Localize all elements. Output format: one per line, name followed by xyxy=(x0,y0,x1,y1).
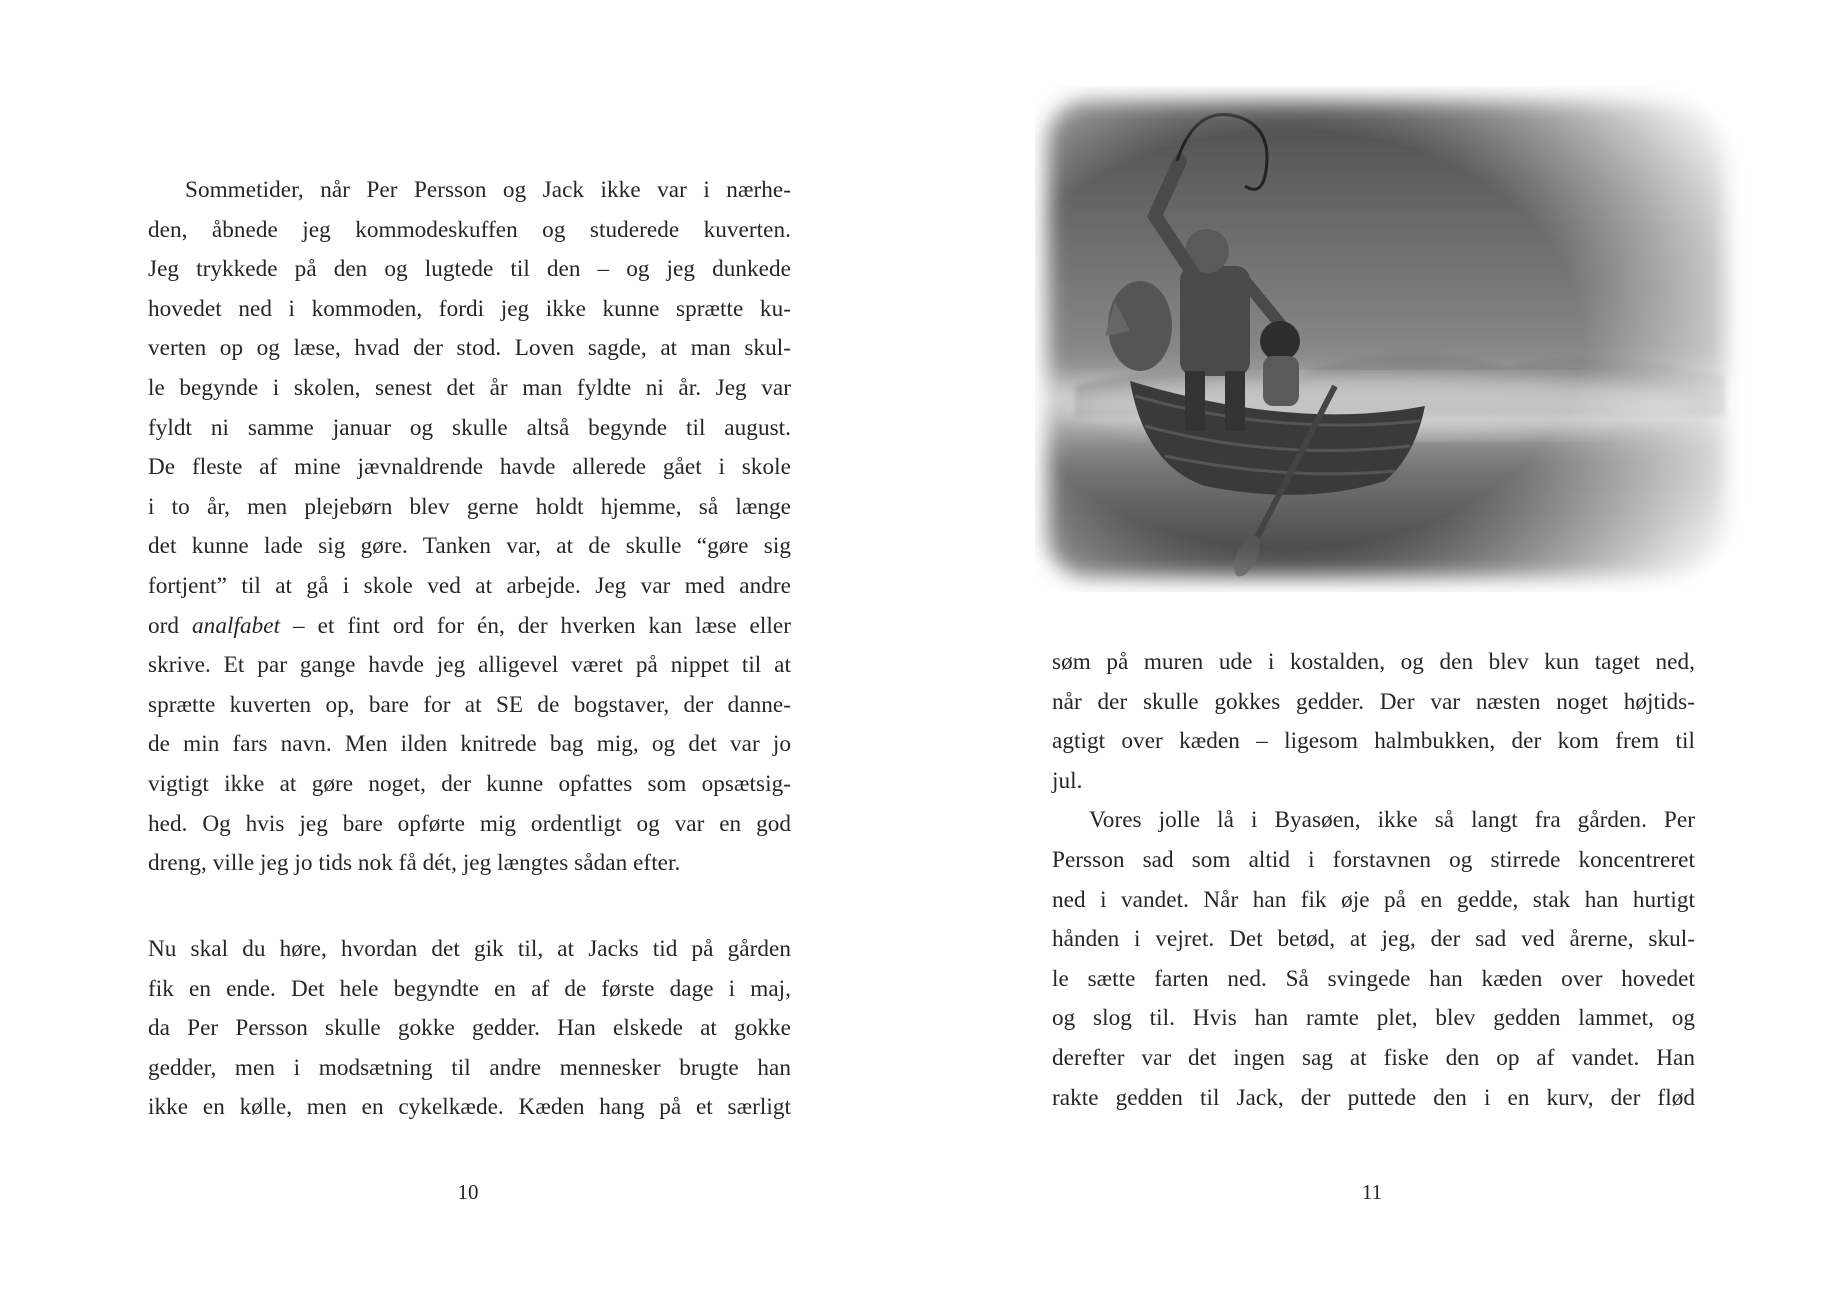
text-line: vigtigt ikke at gøre noget, der kunne opfattes som opsætsig- xyxy=(148,770,791,797)
text-line: Nu skal du høre, hvordan det gik til, at Jacks tid på gården xyxy=(148,936,791,962)
text-segment: ord xyxy=(148,612,193,639)
text-line: Sommetider, når Per Persson og Jack ikke var i nærhe- xyxy=(185,177,791,203)
text-line: det kunne lade sig gøre. Tanken var, at de skulle “gøre sig xyxy=(148,533,791,560)
text-line: jul. xyxy=(1052,767,1083,794)
text-line: sprætte kuverten op, bare for at SE de bogstaver, der danne- xyxy=(148,691,791,718)
text-line: hånden i vejret. Det betød, at jeg, der sad ved årerne, skul- xyxy=(1052,926,1695,953)
right-page xyxy=(922,0,1844,1310)
text-line: når der skulle gokkes gedder. Der var næsten noget højtids- xyxy=(1052,688,1695,715)
left-paragraph-2 xyxy=(148,930,791,1128)
text-line: derefter var det ingen sag at fiske den op af vandet. Han xyxy=(1052,1044,1695,1071)
text-segment: – et fint ord for én, der hverken kan læse eller xyxy=(280,612,791,639)
text-line: den, åbnede jeg kommodeskuffen og studerede kuverten. xyxy=(148,216,791,243)
text-line: rakte gedden til Jack, der puttede den i en kurv, der flød xyxy=(1052,1084,1695,1111)
text-line: Vores jolle lå i Byasøen, ikke så langt fra gården. Per xyxy=(1089,807,1695,834)
text-line: De fleste af mine jævnaldrende havde allerede gået i skole xyxy=(148,454,791,481)
text-line: fyldt ni samme januar og skulle altså begynde til august. xyxy=(148,414,791,441)
text-line: ned i vandet. Når han fik øje på en gedde, stak han hurtigt xyxy=(1052,886,1695,913)
text-line: søm på muren ude i kostalden, og den blev kun taget ned, xyxy=(1052,649,1695,675)
boat-illustration xyxy=(1035,86,1753,592)
text-line: dreng, ville jeg jo tids nok få dét, jeg længtes sådan efter. xyxy=(148,850,681,877)
text-line: Jeg trykkede på den og lugtede til den – og jeg dunkede xyxy=(148,256,791,283)
text-line: ikke en kølle, men en cykelkæde. Kæden hang på et særligt xyxy=(148,1094,791,1121)
italic-word: analfabet xyxy=(192,612,281,639)
text-line: gedder, men i modsætning til andre mennesker brugte han xyxy=(148,1054,791,1081)
text-line: hed. Og hvis jeg bare opførte mig ordentligt og var en god xyxy=(148,810,791,837)
page-number: 11 xyxy=(1361,1180,1383,1204)
text-line: fik en ende. Det hele begyndte en af de første dage i maj, xyxy=(148,975,791,1002)
right-paragraph-1 xyxy=(1052,643,1695,1118)
text-line: fortjent” til at gå i skole ved at arbejde. Jeg var med andre xyxy=(148,572,791,599)
text-line: hovedet ned i kommoden, fordi jeg ikke kunne sprætte ku- xyxy=(148,295,791,322)
text-line: Persson sad som altid i forstavnen og stirrede koncentreret xyxy=(1052,846,1695,873)
text-line: da Per Persson skulle gokke gedder. Han elskede at gokke xyxy=(148,1015,791,1042)
text-line: skrive. Et par gange havde jeg alligevel været på nippet til at xyxy=(148,652,791,679)
text-line: le sætte farten ned. Så svingede han kæden over hovedet xyxy=(1052,965,1695,992)
text-line-with-italic xyxy=(148,607,791,647)
text-line: i to år, men plejebørn blev gerne holdt hjemme, så længe xyxy=(148,493,791,520)
page-number: 10 xyxy=(457,1180,479,1204)
text-line: agtigt over kæden – ligesom halmbukken, der kom frem til xyxy=(1052,728,1695,755)
text-line: og slog til. Hvis han ramte plet, blev gedden lammet, og xyxy=(1052,1005,1695,1032)
text-line: le begynde i skolen, senest det år man fyldte ni år. Jeg var xyxy=(148,374,791,401)
text-line: de min fars navn. Men ilden knitrede bag mig, og det var jo xyxy=(148,731,791,758)
text-line: verten op og læse, hvad der stod. Loven sagde, at man skul- xyxy=(148,335,791,362)
left-paragraph-1 xyxy=(148,171,791,884)
